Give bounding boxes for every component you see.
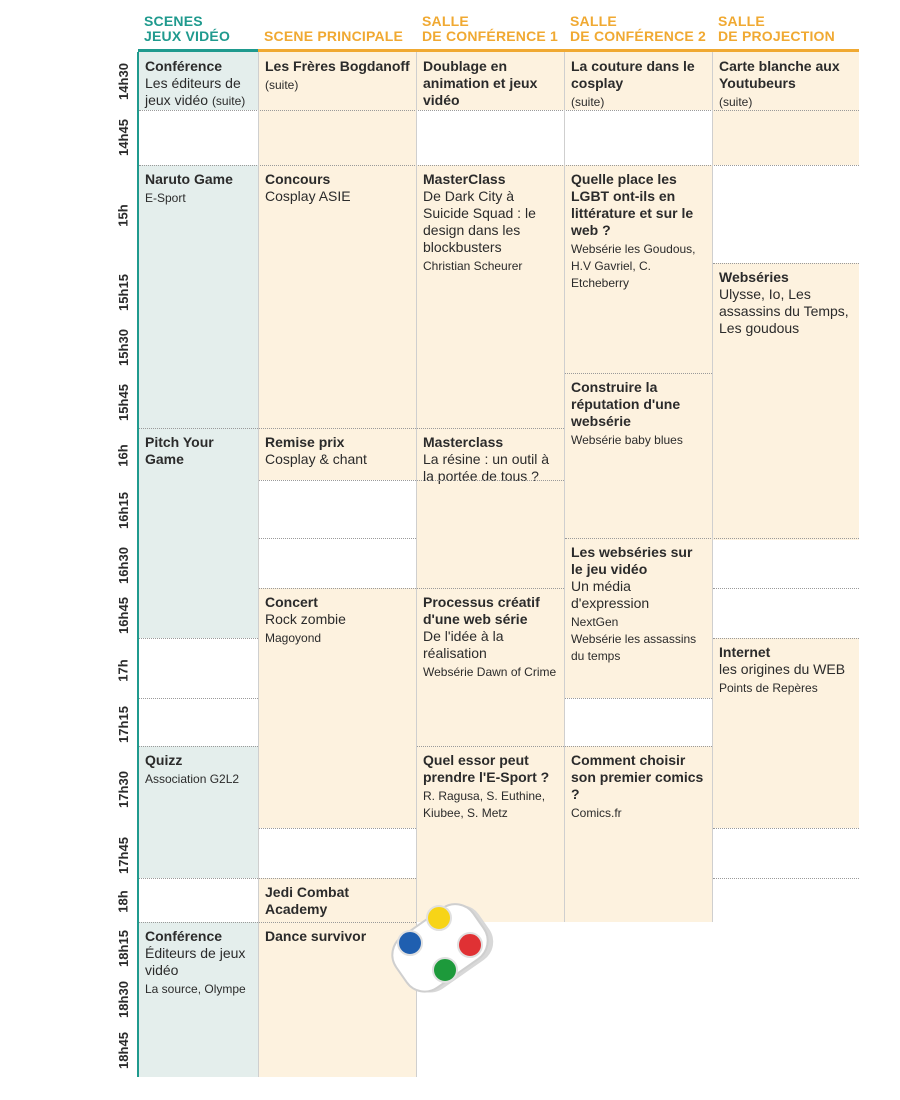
event-title: Doublage en animation et jeux vidéo xyxy=(423,58,538,108)
event-title: Conférence xyxy=(145,58,223,74)
time-column-divider xyxy=(137,52,139,1077)
event-title: Quizz xyxy=(145,752,183,768)
time-label: 16h xyxy=(115,443,131,467)
event-title: Jedi Combat Academy xyxy=(265,884,350,917)
row-separator xyxy=(139,428,564,429)
time-label: 17h15 xyxy=(115,705,131,743)
row-separator xyxy=(713,828,859,829)
row-separator xyxy=(139,746,258,747)
event-detail: Association G2L2 xyxy=(145,772,240,786)
header-line: SALLE xyxy=(422,13,469,29)
event-title: Concert xyxy=(265,594,318,610)
event-masterclass-resine[interactable] xyxy=(417,428,564,588)
header-line: SALLE xyxy=(570,13,617,29)
slot-empty xyxy=(139,878,258,922)
row-separator xyxy=(713,263,859,264)
event-remise-prix[interactable] xyxy=(259,428,416,480)
header-line: DE CONFÉRENCE 2 xyxy=(570,28,707,44)
event-title: La couture dans le cosplay xyxy=(571,58,695,91)
row-separator xyxy=(713,638,859,639)
header-line: SCENE PRINCIPALE xyxy=(264,28,404,44)
event-title: Remise prix xyxy=(265,434,345,450)
slot-empty xyxy=(139,110,258,165)
row-separator xyxy=(565,373,712,374)
header-conference-1 xyxy=(416,14,564,52)
event-title: Carte blanche aux Youtubeurs xyxy=(719,58,840,91)
event-webseries-jeu-video[interactable] xyxy=(565,538,712,698)
event-title: Webséries xyxy=(719,269,789,285)
event-concours-cosplay[interactable] xyxy=(259,165,416,428)
event-detail: (suite) xyxy=(211,94,246,108)
time-label: 17h30 xyxy=(115,770,131,808)
event-detail: E-Sport xyxy=(145,191,186,205)
time-label: 18h30 xyxy=(115,980,131,1018)
event-subtitle: De Dark City à Suicide Squad : le design dans les blockbusters xyxy=(423,188,536,255)
event-subtitle: Cosplay & chant xyxy=(265,451,367,467)
header-line: JEUX VIDÉO xyxy=(144,28,231,44)
column-divider xyxy=(712,52,713,922)
row-separator xyxy=(713,878,859,879)
event-couture-cosplay[interactable] xyxy=(565,52,712,110)
event-subtitle: Éditeurs de jeux vidéo xyxy=(145,945,246,978)
slot-empty xyxy=(417,110,564,165)
event-title: MasterClass xyxy=(423,171,506,187)
event-subtitle: La résine : un outil à la portée de tous ? xyxy=(423,451,550,484)
event-detail: Magoyond xyxy=(265,631,322,645)
row-separator xyxy=(139,110,859,111)
event-title: Quelle place les LGBT ont-ils en littérature et sur le web ? xyxy=(571,171,694,238)
slot-empty xyxy=(713,828,859,922)
slot-empty xyxy=(259,828,416,878)
event-title: Construire la réputation d'une websérie xyxy=(571,379,681,429)
event-title: Concours xyxy=(265,171,331,187)
event-subtitle: Ulysse, Io, Les assassins du Temps, Les goudous xyxy=(719,286,849,336)
row-separator xyxy=(139,698,258,699)
time-label: 15h30 xyxy=(115,329,131,366)
slot-empty xyxy=(713,540,859,638)
row-separator xyxy=(259,588,564,589)
slot-empty xyxy=(139,638,258,746)
event-subtitle: Les éditeurs de jeux vidéo xyxy=(145,75,241,108)
event-detail: Websérie baby blues xyxy=(571,433,683,447)
header-scenes-jeux-video xyxy=(138,14,258,52)
event-detail: Points de Repères xyxy=(719,681,818,695)
event-doublage[interactable] xyxy=(417,52,564,110)
event-concert-rock-zombie[interactable] xyxy=(259,588,416,828)
column-divider xyxy=(258,52,259,1077)
row-separator xyxy=(139,165,859,166)
event-subtitle: Cosplay ASIE xyxy=(265,188,351,204)
event-title: Internet xyxy=(719,644,771,660)
event-title: Quel essor peut prendre l'E-Sport ? xyxy=(423,752,550,785)
row-separator xyxy=(565,698,712,699)
event-detail: La source, Olympe xyxy=(145,982,246,996)
event-detail: Websérie Dawn of Crime xyxy=(423,665,557,679)
event-masterclass-dark-city[interactable] xyxy=(417,165,564,428)
event-subtitle: Rock zombie xyxy=(265,611,346,627)
event-jeux-conference[interactable] xyxy=(139,52,258,110)
slot-empty xyxy=(259,480,416,588)
event-title: Dance survivor xyxy=(265,928,367,944)
time-label: 18h15 xyxy=(115,929,131,967)
event-title: Pitch Your Game xyxy=(145,434,214,467)
event-naruto-game[interactable] xyxy=(139,165,258,428)
event-detail: (suite) xyxy=(265,78,299,92)
game-controller-icon xyxy=(380,888,510,1008)
row-separator xyxy=(139,922,416,923)
row-separator xyxy=(713,588,859,589)
header-line: DE PROJECTION xyxy=(718,28,835,44)
event-detail: R. Ragusa, S. Euthine, Kiubee, S. Metz xyxy=(423,789,546,820)
event-detail: Websérie les assassins du temps xyxy=(571,632,697,663)
header-scene-principale xyxy=(258,14,416,52)
event-pitch-your-game[interactable] xyxy=(139,428,258,638)
time-column xyxy=(108,52,138,1077)
row-separator xyxy=(259,538,416,539)
row-separator xyxy=(259,480,564,481)
header-projection xyxy=(712,14,859,52)
event-detail: Christian Scheurer xyxy=(423,259,523,273)
slot-empty xyxy=(713,165,859,263)
time-label: 18h xyxy=(115,889,131,913)
header-line: SCENES xyxy=(144,13,203,29)
time-label: 16h30 xyxy=(115,546,131,584)
column-divider xyxy=(564,52,565,922)
time-label: 15h45 xyxy=(115,384,131,421)
event-premier-comics[interactable] xyxy=(565,746,712,922)
time-label: 16h15 xyxy=(115,491,131,529)
slot-empty xyxy=(565,110,712,165)
event-webseries-projection[interactable] xyxy=(713,263,859,540)
event-detail: Comics.fr xyxy=(571,806,622,820)
row-separator xyxy=(259,828,416,829)
time-label: 18h45 xyxy=(115,1032,131,1069)
event-title: Processus créatif d'une web série xyxy=(423,594,540,627)
time-label: 15h15 xyxy=(115,274,131,311)
event-detail: Websérie les Goudous, H.V Gavriel, C. Etcheberry xyxy=(571,242,696,290)
event-title: Masterclass xyxy=(423,434,504,450)
time-label: 15h xyxy=(115,203,131,227)
event-processus-creatif[interactable] xyxy=(417,588,564,746)
event-internet-origines[interactable] xyxy=(713,638,859,828)
event-title: Les webséries sur le jeu vidéo xyxy=(571,544,693,577)
event-title: Les Frères Bogdanoff xyxy=(265,58,410,74)
time-label: 17h45 xyxy=(115,836,131,874)
slot-empty xyxy=(565,698,712,746)
event-title: Naruto Game xyxy=(145,171,233,187)
row-separator xyxy=(139,638,258,639)
event-jeux-conference-editeurs[interactable] xyxy=(139,922,258,1077)
header-line: SALLE xyxy=(718,13,765,29)
event-freres-bogdanoff[interactable] xyxy=(259,52,416,165)
header-conference-2 xyxy=(564,14,712,52)
event-quizz[interactable] xyxy=(139,746,258,878)
time-label: 16h45 xyxy=(115,596,131,634)
event-title: Conférence xyxy=(145,928,223,944)
event-title: Comment choisir son premier comics ? xyxy=(571,752,704,802)
event-carte-blanche-youtubeurs[interactable] xyxy=(713,52,859,165)
event-subtitle: les origines du WEB xyxy=(719,661,846,677)
time-label: 17h xyxy=(115,658,131,682)
event-detail: NextGen xyxy=(571,615,619,629)
time-label: 14h45 xyxy=(115,119,131,156)
event-detail: (suite) xyxy=(719,95,753,109)
event-reputation-webserie[interactable] xyxy=(565,373,712,538)
event-subtitle: De l'idée à la réalisation xyxy=(423,628,504,661)
event-lgbt-litterature[interactable] xyxy=(565,165,712,373)
row-separator xyxy=(139,878,416,879)
event-subtitle: Un média d'expression xyxy=(571,578,650,611)
event-detail: (suite) xyxy=(571,95,605,109)
time-label: 14h30 xyxy=(115,62,131,100)
header-line: DE CONFÉRENCE 1 xyxy=(422,28,559,44)
